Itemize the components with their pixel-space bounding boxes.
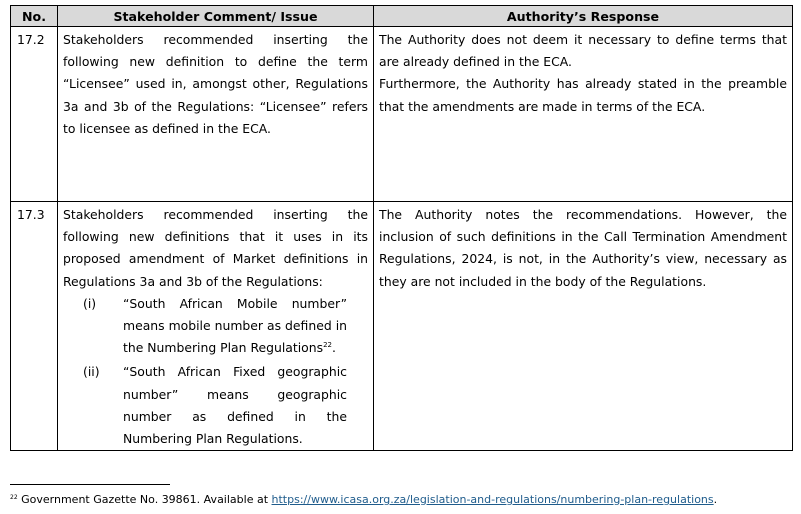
definition-item [63, 293, 368, 360]
footnote-link[interactable]: https://www.icasa.org.za/legislation-and-regulations/numbering-plan-regulations [271, 493, 714, 506]
header-response: Authority’s Response [374, 6, 793, 27]
header-no: No. [11, 6, 58, 27]
comment-text: Stakeholders recommended inserting the following new definitions that it uses in its proposed amendment of Market definitions in Regulations 3a and 3b of the Regulations: [63, 207, 368, 289]
footnote-reference[interactable]: 22 [323, 341, 332, 350]
definition-marker: (ii) [83, 364, 100, 380]
comments-table [10, 5, 793, 451]
footnote: $^{22}$ Government Gazette No. 39861. Available at https://www.icasa.org.za/legislation-and-regulations/numbering-plan-regulations. [10, 493, 718, 506]
response-paragraph: The Authority notes the recommendations. However, the inclusion of such definitions in the Call Termination Amendment Regulations, 2024, is not, in the Authority’s view, necessary as they are not included in the body of the Regulations. [379, 207, 787, 289]
table-row [11, 202, 793, 451]
table-row [11, 27, 793, 202]
stakeholder-comment [58, 27, 374, 202]
response-paragraph: The Authority does not deem it necessary to define terms that are already defined in the ECA. [379, 32, 787, 70]
footnote-number: 22 [10, 494, 18, 501]
definition-text: “South African Fixed geographic number” means geographic number as defined in the Numbering Plan Regulations. [123, 364, 347, 447]
header-comment: Stakeholder Comment/ Issue [58, 6, 374, 27]
definition-marker: (i) [83, 295, 97, 311]
definition-item [63, 361, 368, 450]
response-paragraph: Furthermore, the Authority has already stated in the preamble that the amendments are made in terms of the ECA. [379, 76, 787, 114]
authority-response [374, 202, 793, 451]
footnote-separator [10, 484, 170, 485]
comment-text: Stakeholders recommended inserting the following new definition to define the term “Licensee” used in, amongst other, Regulations 3a and 3b of the Regulations: “Licensee” refers to licensee as defined in the ECA. [63, 32, 368, 136]
authority-response [374, 27, 793, 202]
footnote-text: Government Gazette No. 39861. Available at [17, 493, 272, 506]
row-number: 17.3 [11, 202, 58, 451]
row-number: 17.2 [11, 27, 58, 202]
stakeholder-comment [58, 202, 374, 451]
definition-list [63, 293, 368, 450]
definition-text: “South African Mobile number” means mobile number as defined in the Numbering Plan Regulations$^{22}$. [123, 295, 347, 356]
table-header-row [11, 6, 793, 27]
